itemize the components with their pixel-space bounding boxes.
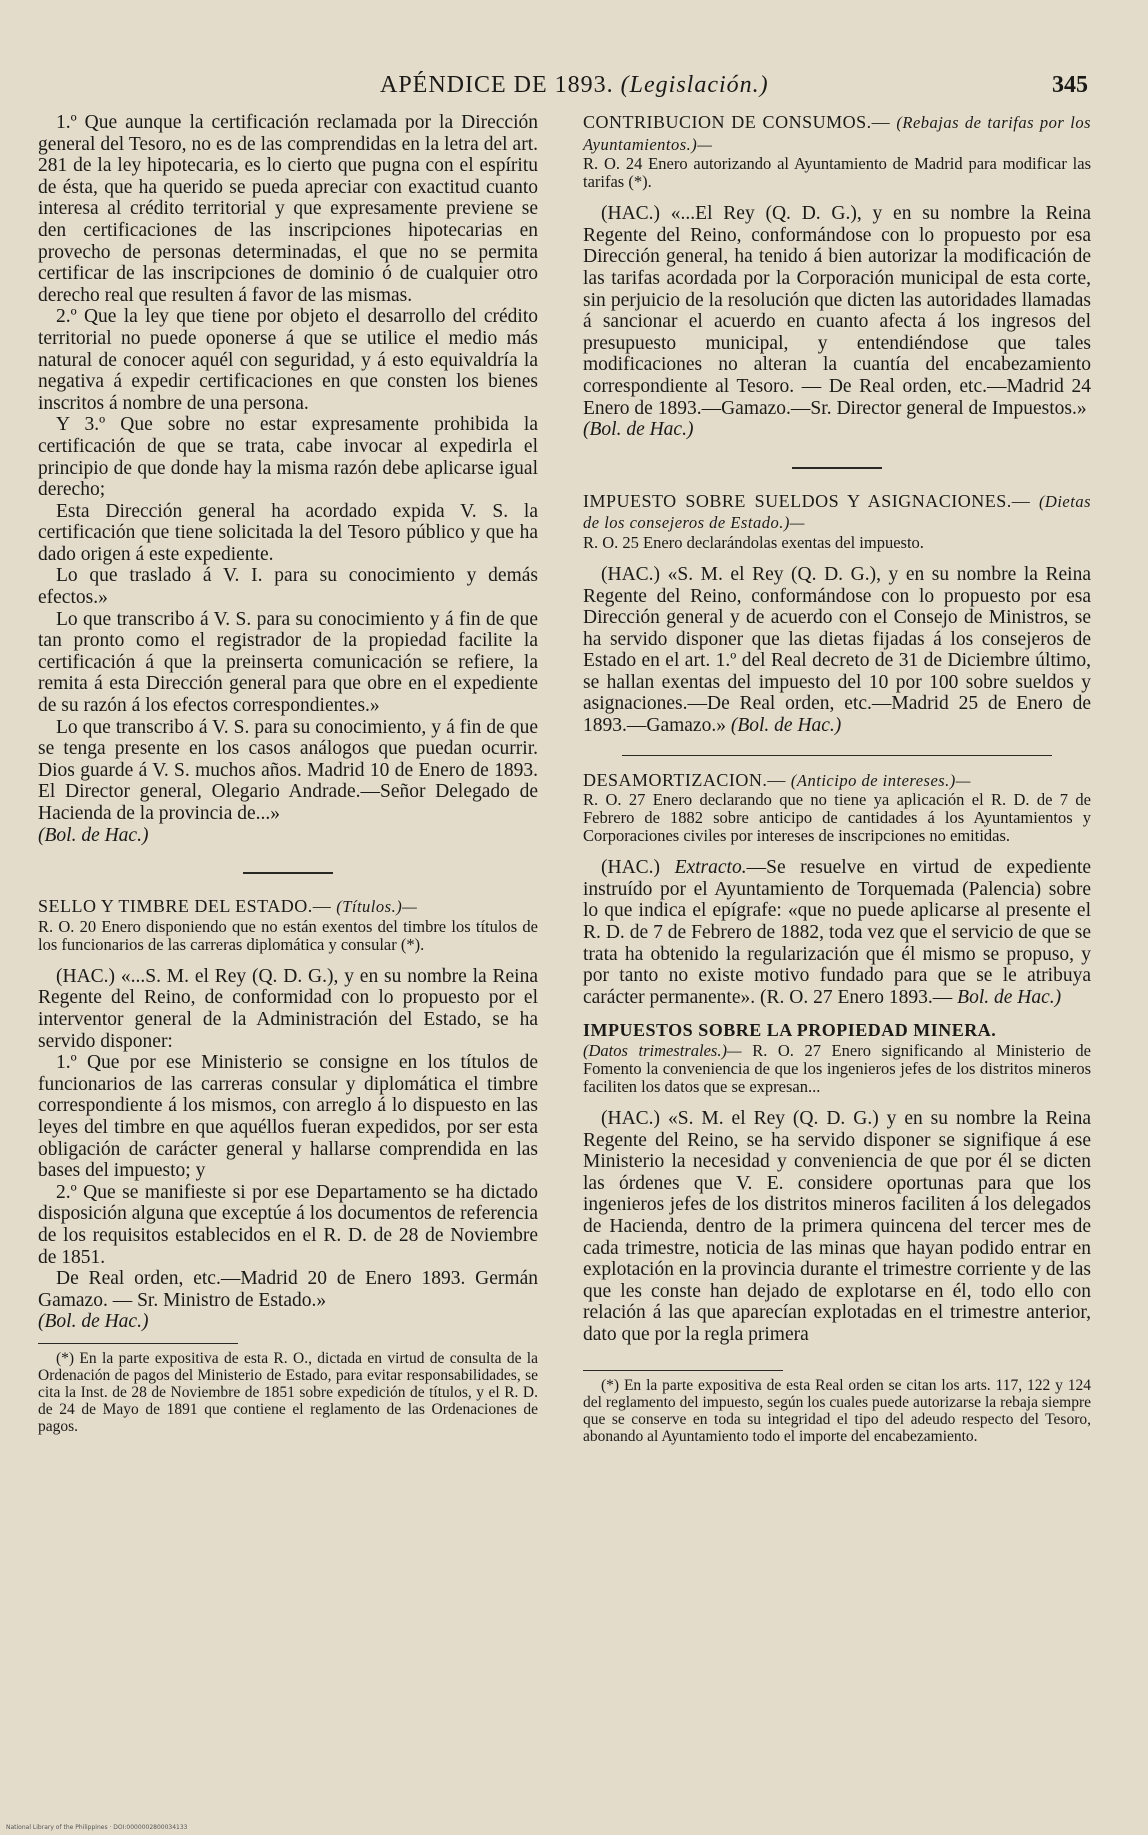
paragraph: Y 3.º Que sobre no estar expresamente prohibida la certificación de que se trata, cabe invocar al expedirla el principio de que donde hay la misma razón debe aplicarse igual derecho; [38,414,538,501]
right-column [583,112,1091,1445]
section-divider [792,467,882,469]
paragraph: 1.º Que aunque la certificación reclamada por la Dirección general del Tesoro, no es de las comprendidas en la letra del art. 281 de la ley hipotecaria, es lo cierto que pugna con el espíritu de ésta, que ha querido se pueda apreciar con exactitud cuanto interesa al crédito territorial y que expresamente previene se den certificaciones de las inscripciones hipotecarias en provecho de personas determinadas, el que no se permita certificar de las inscripciones de dominio ó de cualquier otro derecho real que resulten á favor de las mismas. [38,112,538,306]
running-title-main: APÉNDICE DE 1893. [380,72,614,98]
paragraph-text: (HAC.) «S. M. el Rey (Q. D. G.), y en su nombre la Reina Regente del Reino, conformándose con lo propuesto por esa Dirección general y de acuerdo con el Consejo de Ministros, se ha servido disponer que las dietas fijadas á los consejeros de Estado en el art. 1.º del Real decreto de 31 de Diciembre último, se hallan exentas del impuesto del 10 por 100 sobre sueldos y asignaciones.—De Real orden, etc.—Madrid 25 de Enero de 1893.—Gamazo.» [583,563,1091,737]
section-summary: R. O. 27 Enero declarando que no tiene ya aplicación el R. D. de 7 de Febrero de 1882 sobre anticipo de cantidades á los Ayuntamientos y Corporaciones civiles por intereses de inscripciones no emitidas. [583,790,1091,846]
section-heading-subtitle: (Dietas de los consejeros de Estado.)— [583,491,1092,533]
paragraph: De Real orden, etc.—Madrid 20 de Enero 1893. Germán Gamazo. — Sr. Ministro de Estado.» [38,1268,538,1311]
paragraph: 1.º Que por ese Ministerio se consigne en los títulos de funcionarios de las carreras consular y diplomática el timbre correspondiente á los mismos, con arreglo á lo dispuesto en las leyes del timbre en que aquéllos fueran expedidos, por ser esta obligación de carácter general y hallarse comprendida en las bases del impuesto; y [38,1052,538,1182]
source-citation: (Bol. de Hac.) [730,715,842,737]
paragraph [583,564,1091,737]
source-citation: (Bol. de Hac.) [38,1311,149,1333]
source-citation: (Bol. de Hac.) [583,419,694,441]
section-summary: R. O. 20 Enero disponiendo que no están exentos del timbre los títulos de los funcionarios de las carreras diplomática y consular (*). [38,916,538,954]
section-heading-text: IMPUESTOS SOBRE LA PROPIEDAD MINERA. [583,1020,997,1041]
footnote: (*) En la parte expositiva de esta Real orden se citan los arts. 117, 122 y 124 del reglamento del impuesto, según los cuales puede autorizarse la rebaja siempre que se conserve en toda su integridad el tipo del adeudo respecto del Tesoro, abonando al Ayuntamiento todo el importe del encabezamiento. [583,1376,1091,1445]
source-citation: (Bol. de Hac.) [38,824,149,846]
section-heading [583,491,1091,534]
footnote-rule [38,1343,238,1344]
section-heading-subtitle: (Datos trimestrales.)— [583,1041,742,1060]
paragraph-text: —Se resuelve en virtud de expediente instruído por el Ayuntamiento de Torquemada (Palencia) sobre lo que indica el epígrafe: «que no puede aplicarse al presente el R. D. de 7 de Febrero de 1882, toda vez que el servicio de que se trata ha obtenido la regularización que él mismo se propuso, y por tanto no existe motivo fundado para que se le atribuya carácter permanente». (R. O. 27 Enero 1893.— [583,857,1092,1008]
paragraph: (HAC.) «...El Rey (Q. D. G.), y en su nombre la Reina Regente del Reino, conformándose con lo propuesto por esa Dirección general, ha tenido á bien autorizar la modificación de las tarifas acordada por la Corporación municipal de esta corte, sin perjuicio de la resolución que dicten las autoridades llamadas á sancionar el acuerdo en cuanto afecta á los ingresos del presupuesto municipal, y entendiéndose que tales modificaciones no alteran la cuantía del encabezamiento correspondiente al Tesoro. — De Real orden, etc.—Madrid 24 Enero de 1893.—Gamazo.—Sr. Director general de Impuestos.» [583,203,1091,419]
section-divider [622,755,1052,756]
paragraph: Esta Dirección general ha acordado expida V. S. la certificación que tiene solicitada la del Tesoro público y que ha dado origen á este expediente. [38,500,538,565]
paragraph: (HAC.) «...S. M. el Rey (Q. D. G.), y en su nombre la Reina Regente del Reino, de conformidad con lo propuesto por el interventor general de la Administración del Estado, se ha servido disponer: [38,965,538,1052]
section-heading [583,1020,1091,1042]
page-number: 345 [1052,72,1088,98]
section-divider [243,872,333,874]
paragraph: Lo que transcribo á V. S. para su conocimiento, y á fin de que se tenga presente en los casos análogos que puedan ocurrir. Dios guarde á V. S. muchos años. Madrid 10 de Enero de 1893. El Director general, Olegario Andrade.—Señor Delegado de Hacienda de la provincia de...» [38,716,538,824]
running-title-italic: (Legislación.) [620,72,769,98]
paragraph: (HAC.) «S. M. el Rey (Q. D. G.) y en su nombre la Reina Regente del Reino, se ha servido disponer se signifique á ese Ministerio la necesidad y conveniencia de que por él se dicten las órdenes que V. E. considere oportunas para que los ingenieros jefes de los distritos mineros faciliten á los delegados de Hacienda, dentro de la primera quincena del tercer mes de cada trimestre, noticia de las minas que hayan podido entrar en explotación en la provincia durante el trimestre corriente y de las que les conste han dejado de explotarse en él, todo ello con relación á las que aparecían explotadas en el trimestre anterior, dato que por la regla primera [583,1108,1091,1345]
paragraph: 2.º Que la ley que tiene por objeto el desarrollo del crédito territorial no puede oponerse á que se utilice el medio más natural de conocer aquél con seguridad, y á esto equivaldría la negativa á expedir certificaciones en que consten los bienes inscritos á nombre de una persona. [38,306,538,414]
section-summary-text: R. O. 27 Enero significando al Ministerio de Fomento la conveniencia de que los ingenieros jefes de los distritos mineros faciliten los datos que se expresan... [583,1041,1091,1096]
section-heading-subtitle: (Rebajas de tarifas por los Ayuntamientos.)— [583,113,1091,154]
footnote-rule [583,1370,783,1371]
section-heading-text: CONTRIBUCION DE CONSUMOS.— [583,112,891,132]
section-heading-subtitle: (Títulos.)— [336,897,418,917]
source-citation: Bol. de Hac.) [957,986,1062,1008]
section-heading [583,770,1091,792]
paragraph: 2.º Que se manifieste si por ese Departamento se ha dictado disposición alguna que exceptúe á los documentos de referencia de los requisitos establecidos en el R. D. de 28 de Noviembre de 1851. [38,1181,538,1268]
section-heading-text: IMPUESTO SOBRE SUELDOS Y ASIGNACIONES.— [583,490,1031,511]
section-summary: R. O. 25 Enero declarándolas exentas del impuesto. [583,532,924,552]
paragraph: Lo que transcribo á V. S. para su conocimiento y á fin de que tan pronto como el registrador de la propiedad facilite la certificación á que la preinserta comunicación se refiere, la remita á esta Dirección general para que obre en el expediente de su razón á los efectos correspondientes.» [38,608,538,717]
section-heading-subtitle: (Anticipo de intereses.)— [790,770,971,790]
left-column [38,112,538,1435]
paragraph-italic: Extracto. [674,857,747,879]
running-title [380,72,769,99]
section-summary [583,1042,1091,1096]
section-summary: R. O. 24 Enero autorizando al Ayuntamiento de Madrid para modificar las tarifas (*). [583,154,1091,192]
section-heading [38,896,538,918]
footnote: (*) En la parte expositiva de esta R. O., dictada en virtud de consulta de la Ordenación de pagos del Ministerio de Estado, para evitar responsabilidades, se cita la Inst. de 28 de Noviembre de 1851 sobre expedición de títulos, y el R. D. de 24 de Mayo de 1891 que contiene el reglamento de las Ordenaciones de pagos. [38,1349,538,1435]
paragraph-lead: (HAC.) [601,857,661,879]
library-watermark: National Library of the Philippines · DOI:0000002800034133 [6,1824,188,1831]
section-heading-text: DESAMORTIZACION.— [583,769,786,790]
paragraph [583,857,1091,1008]
paragraph: Lo que traslado á V. I. para su conocimiento y demás efectos.» [38,565,538,609]
section-heading [583,112,1091,155]
page-header [0,72,1148,102]
section-heading-text: SELLO Y TIMBRE DEL ESTADO.— [38,896,332,917]
